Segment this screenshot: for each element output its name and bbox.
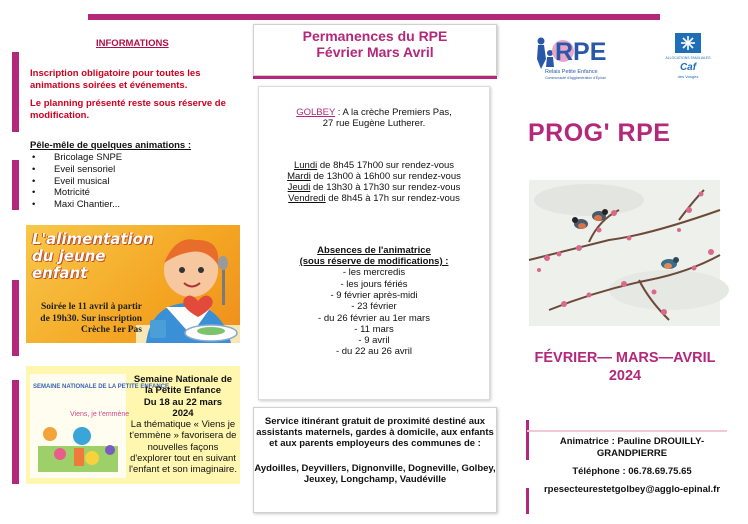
phone-number: Téléphone : 06.78.69.75.65 — [572, 466, 692, 477]
animations-list — [30, 152, 122, 211]
semaine-logo-sub: Viens, je t'emmène — [70, 411, 130, 418]
schedule-row: Mardi de 13h00 à 16h00 sur rendez-vous — [287, 170, 461, 182]
caf-logo-name: Caf — [679, 62, 697, 73]
permanences-period: Février Mars Avril — [316, 44, 434, 60]
program-title: PROG' RPE — [528, 119, 671, 147]
rpe-logo-text: RPE — [555, 38, 607, 66]
contact-divider — [527, 430, 727, 432]
schedule-row: Jeudi de 13h30 à 17h30 sur rendez-vous — [287, 182, 461, 194]
list-item: • Motricité — [30, 187, 122, 199]
list-item: - les mercredis — [342, 267, 406, 279]
list-item: - du 22 au 26 avril — [335, 346, 413, 358]
animatrice-name: Animatrice : Pauline DROUILLY-GRANDPIERRE — [559, 436, 705, 459]
period-months: FÉVRIER— MARS—AVRIL — [534, 350, 716, 366]
absences-list — [259, 267, 489, 357]
list-item: - 9 avril — [358, 335, 390, 347]
list-item: - 11 mars — [354, 323, 394, 335]
semaine-title: Semaine Nationale de — [133, 374, 233, 385]
animations-heading: Pêle-mêle de quelques animations : — [30, 140, 192, 151]
period-year: 2024 — [608, 368, 642, 384]
semaine-description: La thématique « Viens je t'emmène » favorisera de nouvelles façons d'explorer tout en suivant l'enfant et son imaginaire. — [129, 419, 237, 476]
contact-accent-bar — [526, 420, 529, 460]
golbey-city: GOLBEY — [296, 107, 336, 118]
absences-title: Absences de l'animatrice — [317, 244, 431, 256]
schedule-row: Lundi de 8h45 17h00 sur rendez-vous — [293, 159, 455, 171]
schedule-box — [258, 86, 490, 400]
contact-block — [532, 436, 732, 496]
list-item: • Bricolage SNPE — [30, 152, 122, 164]
semaine-petite-enfance-logo — [30, 374, 170, 478]
left-accent-bar — [12, 160, 19, 210]
semaine-petite-enfance-banner — [26, 366, 240, 484]
list-item: • Eveil musical — [30, 176, 122, 188]
email-address: rpesecteurestetgolbey@agglo-epinal.fr — [543, 484, 721, 495]
food-event-banner — [26, 225, 240, 343]
communes-list: Aydoilles, Deyvillers, Dignonville, Dogneville, Golbey, Jeuxey, Longchamp, Vaudéville — [254, 463, 496, 485]
permanences-title-box — [253, 24, 497, 76]
left-accent-bar — [12, 380, 19, 484]
semaine-dates: Du 18 au 22 mars — [143, 396, 223, 408]
caf-logo-sub: des Vosges — [677, 74, 699, 79]
food-event-title: L'alimentation du jeune enfant — [32, 230, 154, 282]
service-box — [253, 407, 497, 513]
schedule-list — [259, 160, 489, 205]
golbey-address: 27 rue Eugène Lutherer. — [322, 118, 426, 130]
semaine-text-block — [128, 374, 238, 476]
golbey-address: : A la crèche Premiers Pas, — [335, 107, 452, 118]
caf-logo — [665, 33, 711, 85]
semaine-title: la Petite Enfance — [144, 385, 222, 397]
rpe-logo-sub: Relais Petite Enfance — [545, 69, 598, 75]
registration-notice: Inscription obligatoire pour toutes les animations soirées et événements. — [30, 68, 201, 91]
left-accent-bar — [12, 280, 19, 356]
list-item: - 9 février après-midi — [330, 289, 418, 301]
left-accent-bar — [12, 52, 19, 132]
list-item: • Eveil sensoriel — [30, 164, 122, 176]
rpe-logo — [533, 31, 621, 81]
rpe-logo-sub2: Communauté d'Agglomération d'Épinal — [545, 76, 606, 80]
list-item: • Maxi Chantier... — [30, 199, 122, 211]
birds-blossom-painting — [529, 180, 720, 326]
schedule-row: Vendredi de 8h45 à 17h sur rendez-vous — [288, 193, 460, 205]
service-description: Service itinérant gratuit de proximité destiné aux assistants maternels, gardes à domicile, aux enfants et aux parents employeurs des communes de : — [256, 416, 494, 449]
contact-accent-bar — [526, 488, 529, 514]
caf-logo-top: ALLOCATIONS FAMILIALES — [665, 56, 711, 60]
planning-notice: Le planning présenté reste sous réserve de modification. — [30, 98, 226, 121]
top-divider — [88, 14, 660, 20]
semaine-logo-text: SEMAINE NATIONALE DE LA PETITE ENFANCE — [33, 384, 170, 390]
list-item: - du 26 février au 1er mars — [318, 312, 430, 324]
absences-subtitle: (sous réserve de modifications) : — [299, 256, 449, 268]
period-heading — [520, 349, 730, 385]
permanences-title: Permanences du RPE — [302, 28, 448, 44]
semaine-dates: 2024 — [172, 407, 194, 419]
permanences-underline — [253, 76, 497, 79]
list-item: - les jours fériés — [340, 278, 408, 290]
food-event-details: Soirée le 11 avril à partir de 19h30. Sur inscription Crèche 1er Pas — [40, 302, 142, 335]
informations-heading: INFORMATIONS — [96, 38, 169, 49]
list-item: - 23 février — [351, 301, 397, 313]
